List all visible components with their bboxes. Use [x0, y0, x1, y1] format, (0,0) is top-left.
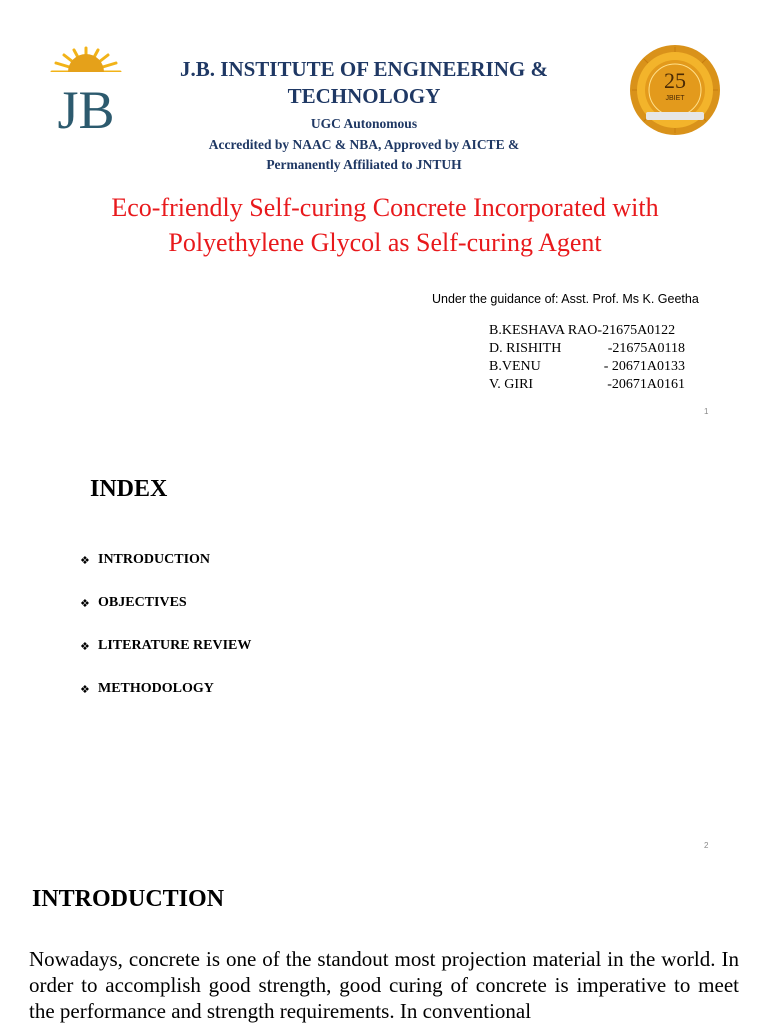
index-item-literature-review — [80, 638, 251, 681]
index-item-label: INTRODUCTION — [98, 552, 211, 567]
accreditation-label: Accredited by NAAC & NBA, Approved by AICTE & — [208, 137, 520, 152]
diamond-bullet-icon: ❖ — [80, 640, 90, 653]
student-row — [489, 322, 689, 340]
project-title-line1: Eco-friendly Self-curing Concrete Incorporated with — [111, 193, 659, 222]
student-name: B.VENU — [489, 359, 541, 374]
index-slide — [0, 432, 768, 864]
project-title-line2: Polyethylene Glycol as Self-curing Agent — [168, 228, 602, 257]
guidance-label: Under the guidance of: Asst. Prof. Ms K. Geetha — [432, 292, 699, 306]
student-id: -20671A0161 — [607, 377, 685, 392]
index-item-methodology — [80, 681, 251, 724]
index-list — [80, 552, 251, 724]
project-title — [40, 190, 730, 260]
seal-text: JBIET — [665, 95, 685, 102]
index-item-label: OBJECTIVES — [98, 595, 187, 610]
index-item-label: METHODOLOGY — [98, 681, 214, 696]
institute-name — [130, 56, 598, 110]
introduction-title: INTRODUCTION — [32, 886, 225, 912]
student-id: -21675A0118 — [607, 341, 685, 356]
institute-name-line2: TECHNOLOGY — [287, 84, 441, 108]
student-name: V. GIRI — [489, 377, 534, 392]
student-row — [489, 358, 689, 376]
student-row — [489, 376, 689, 394]
index-item-introduction — [80, 552, 251, 595]
diamond-bullet-icon: ❖ — [80, 597, 90, 610]
title-slide — [0, 0, 768, 432]
student-list — [489, 322, 689, 394]
page-number: 2 — [704, 841, 709, 850]
index-title: INDEX — [90, 476, 168, 502]
index-item-objectives — [80, 595, 251, 638]
ugc-autonomous-label: UGC Autonomous — [310, 116, 418, 131]
student-name: D. RISHITH — [489, 341, 562, 356]
diamond-bullet-icon: ❖ — [80, 683, 90, 696]
student-id: - 20671A0133 — [603, 359, 685, 374]
student-row — [489, 340, 689, 358]
institute-name-line1: J.B. INSTITUTE OF ENGINEERING & — [180, 57, 548, 81]
affiliation-label: Permanently Affiliated to JNTUH — [266, 157, 462, 172]
silver-jubilee-seal-icon — [624, 44, 726, 136]
diamond-bullet-icon: ❖ — [80, 554, 90, 567]
index-item-label: LITERATURE REVIEW — [98, 638, 252, 653]
introduction-slide — [0, 864, 768, 1024]
logo-left-text: JB — [57, 80, 115, 132]
student-name: B.KESHAVA RAO — [489, 323, 598, 338]
page-number: 1 — [704, 407, 709, 416]
student-id: -21675A0122 — [597, 323, 676, 338]
seal-number: 25 — [664, 68, 686, 93]
introduction-body: Nowadays, concrete is one of the standout most projection material in the world. In order to accomplish good strength, good curing of concrete is imperative to meet the performance and strength requirements. In conventional — [29, 947, 739, 1023]
jb-logo-icon — [44, 42, 128, 132]
